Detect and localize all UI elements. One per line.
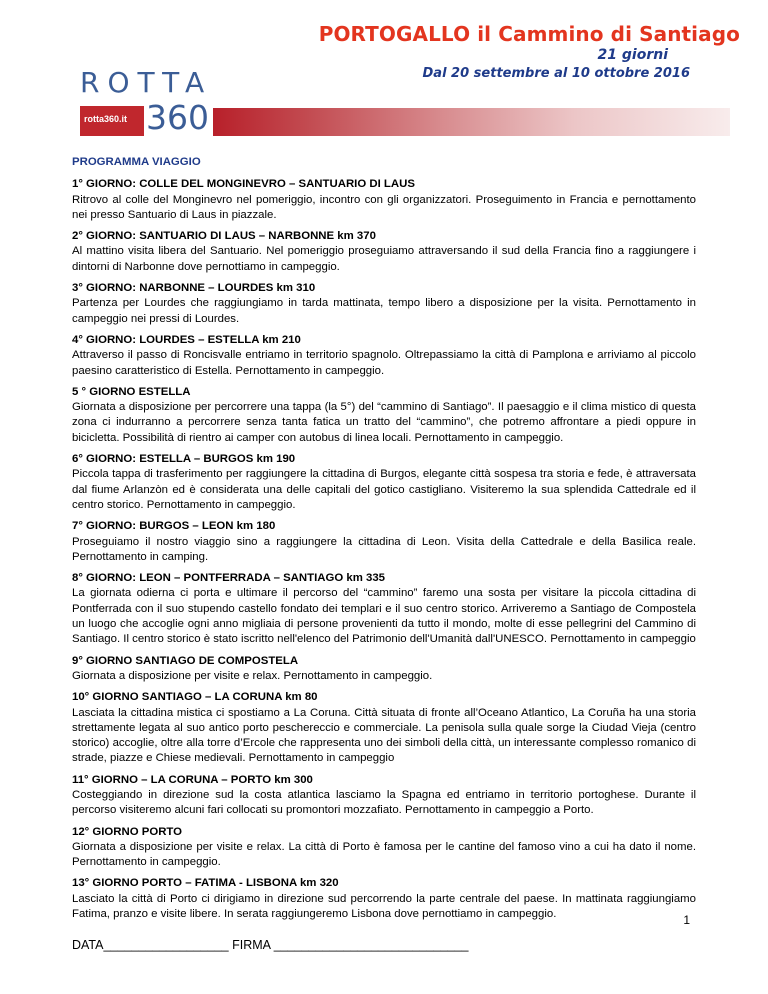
logo-number-text: 360 [146,98,209,137]
day-entry [72,571,696,647]
day-entry [72,385,696,446]
day-entry [72,773,696,819]
day-title: 4° GIORNO: LOURDES – ESTELLA km 210 [72,333,301,346]
day-title: 3° GIORNO: NARBONNE – LOURDES km 310 [72,282,316,295]
day-entry [72,825,696,871]
day-title: 1° GIORNO: COLLE DEL MONGINEVRO – SANTUARIO DI LAUS [72,178,415,191]
day-entry [72,876,696,922]
day-title: 13° GIORNO PORTO – FATIMA - LISBONA km 320 [72,877,339,890]
day-entry [72,690,696,766]
day-title: 7° GIORNO: BURGOS – LEON km 180 [72,520,276,533]
itinerary-content [72,155,696,928]
day-entry [72,452,696,513]
logo-brand-text: ROTTA [80,66,213,99]
day-description: Lasciato la città di Porto ci dirigiamo in direzione sud percorrendo la parte centrale del paese. In mattinata raggiungiamo Fatima, pranzo e visite libere. In serata raggiungeremo Lisbona dove pernottiamo in campeggio. [72,892,696,921]
logo-site-text: rotta360.it [84,114,128,124]
day-title: 2° GIORNO: SANTUARIO DI LAUS – NARBONNE km 370 [72,230,376,243]
day-title: 10° GIORNO SANTIAGO – LA CORUNA km 80 [72,691,318,704]
signature-line: DATA__________________ FIRMA ____________________________ [72,938,469,952]
day-entry [72,281,696,327]
day-title: 11° GIORNO – LA CORUNA – PORTO km 300 [72,773,313,786]
day-title: 12° GIORNO PORTO [72,825,183,838]
day-description: Lasciata la cittadina mistica ci spostiamo a La Coruna. Città situata di fronte all’Oceano Atlantico, La Coruña ha una storia strettamente legata al suo antico porto peschereccio e commerciale. La penisola sulla quale sorge la Ciudad Vieja (centro storico) accoglie, oltre alla torre d’Ercole che rappresenta uno dei simboli della città, un interessante complesso romanico di strade, piazze e Chiese medievali. Pernottamento in campeggio [72,706,696,765]
programma-heading: PROGRAMMA VIAGGIO [72,156,201,168]
day-description: La giornata odierna ci porta e ultimare il percorso del “cammino” faremo una sosta per visitare la piccola cittadina di Pontferrada con il suo stupendo castello fondato dei templari e il suo centro storico. Arriveremo a Santiago de Compostela un luogo che accoglie ogni anno migliaia di persone provenienti da tutto il mondo, molte di esse pellegrini del Cammino di Santiago. Il centro storico è stato iscritto nell'elenco del Patrimonio dell'Umanità dall'UNESCO. Pernottamento in campeggio [72,587,696,646]
day-description: Al mattino visita libera del Santuario. Nel pomeriggio proseguiamo attraversando il sud della Francia fino a raggiungere i dintorni di Narbonne dove pernottiamo in campeggio. [72,245,696,273]
header-gradient-bar [213,108,730,136]
rotta360-logo [79,66,229,137]
document-title: PORTOGALLO il Cammino di Santiago [318,22,740,46]
day-entry [72,333,696,379]
days-list [72,177,696,922]
day-description: Ritrovo al colle del Monginevro nel pomeriggio, incontro con gli organizzatori. Proseguimento in Francia e pernottamento nei presso Santuario di Laus in piazzale. [72,193,696,221]
page-number: 1 [683,913,690,927]
day-title: 9° GIORNO SANTIAGO DE COMPOSTELA [72,654,299,667]
day-title: 8° GIORNO: LEON – PONTFERRADA – SANTIAGO km 335 [72,572,385,585]
day-description: Costeggiando in direzione sud la costa atlantica lasciamo la Spagna ed entriamo in territorio portoghese. Durante il percorso visiteremo alcuni fari collocati su promontori mozzafiato. Pernottamento in campeggio a Porto. [72,788,696,817]
day-title: 6° GIORNO: ESTELLA – BURGOS km 190 [72,453,296,466]
day-description: Giornata a disposizione per visite e relax. Pernottamento in campeggio. [72,669,433,682]
trip-dates: Dal 20 settembre al 10 ottobre 2016 [422,66,690,81]
day-description: Giornata a disposizione per percorrere una tappa (la 5°) del “cammino di Santiago”. Il paesaggio e il clima mistico di questa zona ci indurranno a percorrere senza tanta fatica un tratto del “cammino”, che potremo affrontare a piedi oppure in bicicletta. Possibilità di rientro ai camper con autobus di linea locali. Pernottamento in campeggio. [72,401,696,444]
day-entry [72,519,696,565]
day-entry [72,177,696,223]
day-description: Piccola tappa di trasferimento per raggiungere la cittadina di Burgos, elegante città sospesa tra storia e fede, è attraversata dal fiume Arlanzòn ed è considerata una delle capitali del gotico castigliano. Visiteremo la sua splendida Cattedrale ed il centro storico. Pernottamento in campeggio. [72,468,696,511]
day-entry [72,654,696,685]
trip-duration: 21 giorni [597,47,668,63]
day-entry [72,229,696,275]
day-description: Giornata a disposizione per visite e relax. La città di Porto è famosa per le cantine del famoso vino a cui ha dato il nome. Pernottamento in campeggio. [72,840,696,869]
day-title: 5 ° GIORNO ESTELLA [72,385,191,398]
day-description: Attraverso il passo di Roncisvalle entriamo in territorio spagnolo. Oltrepassiamo la città di Pamplona e arriviamo al piccolo paesino caratteristico di Estella. Pernottamento in campeggio. [72,349,696,377]
day-description: Partenza per Lourdes che raggiungiamo in tarda mattinata, tempo libero a disposizione per la visita. Pernottamento in campeggio nei pressi di Lourdes. [72,297,696,325]
day-description: Proseguiamo il nostro viaggio sino a raggiungere la cittadina di Leon. Visita della Cattedrale e della Basilica reale. Pernottamento in camping. [72,535,696,563]
